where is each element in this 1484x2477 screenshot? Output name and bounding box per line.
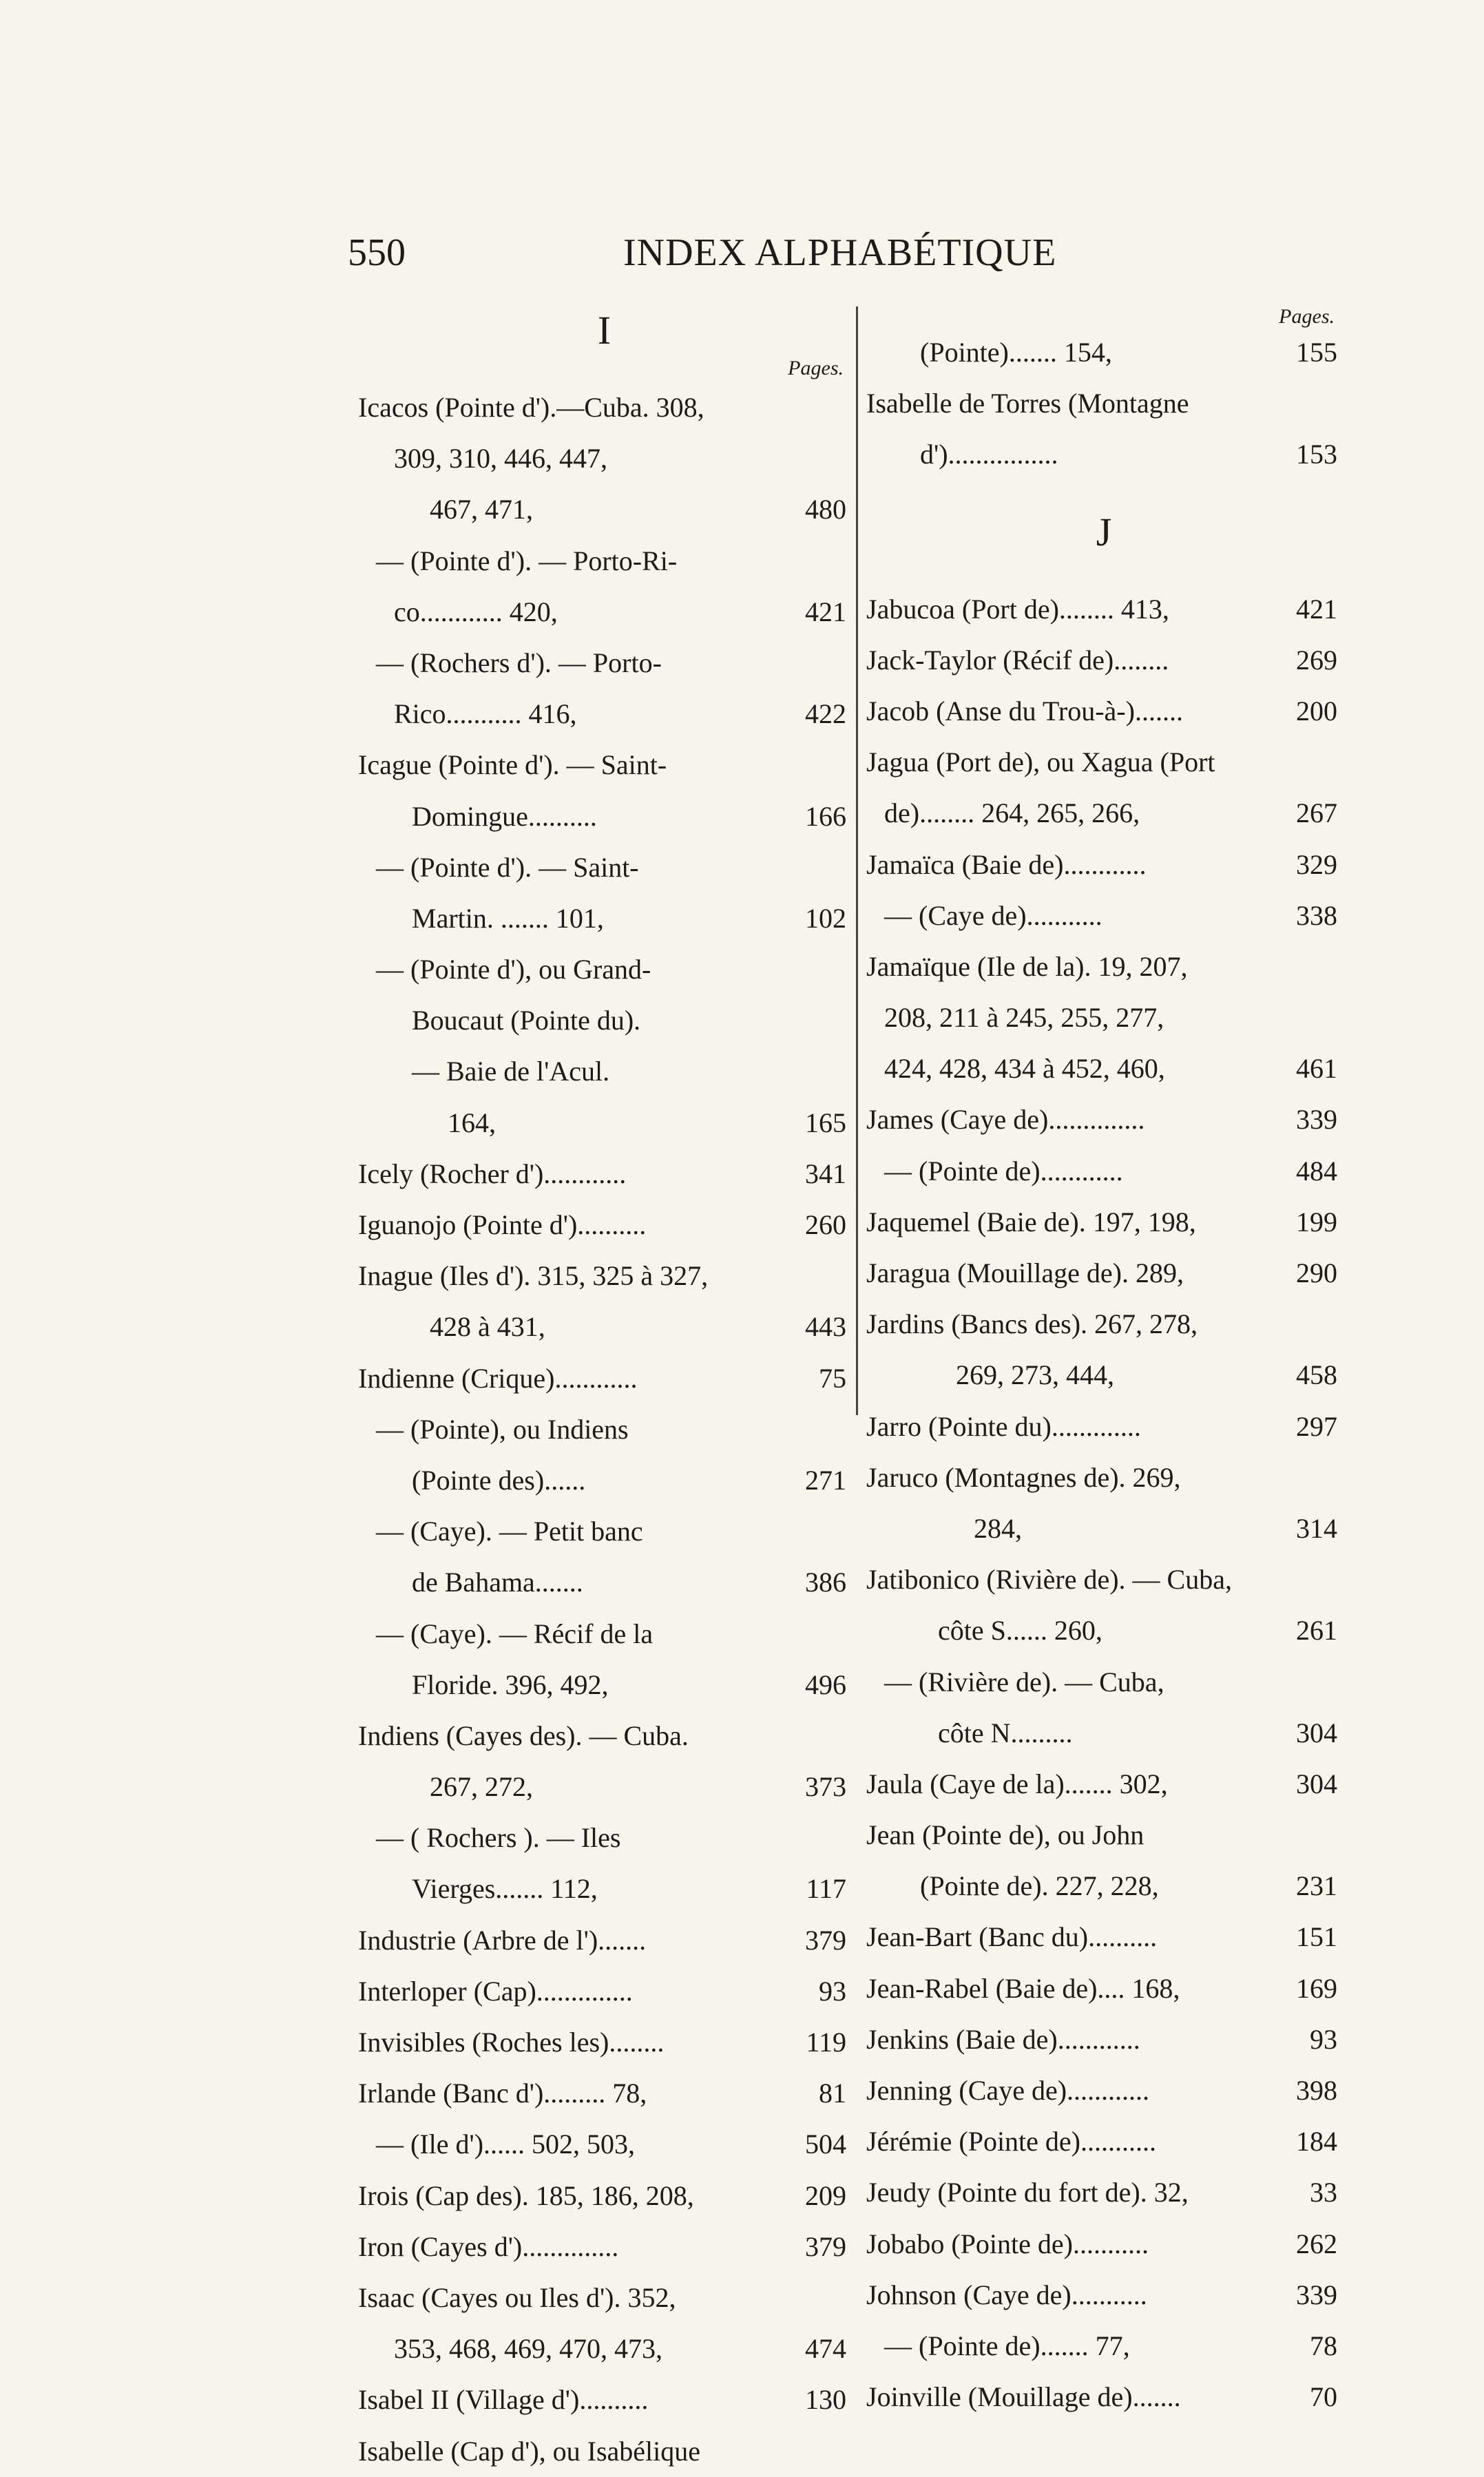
entry-text: Jamaïca (Baie de)............ [866,848,1147,880]
entry-text: — Baie de l'Acul. [412,1056,610,1087]
entry-page-number: 339 [1296,2279,1337,2310]
running-title: INDEX ALPHABÉTIQUE [623,231,1057,274]
entry-text: — (Rivière de). — Cuba, [884,1666,1164,1697]
index-entry-line [866,1963,1341,2014]
pages-label: Pages. [1279,305,1335,328]
page-number: 550 [348,231,406,274]
index-entry-line [358,1149,850,1200]
index-entry-line [358,995,850,1046]
index-entry-line [866,2270,1341,2321]
entry-page-number: 314 [1296,1512,1337,1544]
entry-text: (Pointe de). 227, 228, [920,1870,1159,1902]
entry-text: Inague (Iles d'). 315, 325 à 327, [358,1260,709,1292]
entry-page-number: 169 [1296,1972,1337,2004]
index-entry-line [866,1810,1341,1861]
page-header [348,231,1298,286]
index-entry-line [866,839,1341,890]
index-entry-line [866,1657,1341,1708]
index-entry-line [358,1455,850,1506]
entry-page-number: 341 [805,1158,846,1189]
index-entry-line [358,2272,850,2323]
entry-page-number: 209 [805,2180,846,2211]
entry-page-number: 165 [805,1107,846,1138]
entry-text: — (Ile d')...... 502, 503, [376,2129,636,2160]
index-entry-line [358,1863,850,1914]
entry-page-number: 496 [805,1669,846,1700]
entry-page-number: 458 [1296,1359,1337,1391]
index-entry-line [358,893,850,944]
index-entry-line [358,433,850,484]
entry-text: 208, 211 à 245, 255, 277, [884,1002,1164,1034]
entry-text: Isabelle de Torres (Montagne [866,388,1189,419]
entry-page-number: 304 [1296,1768,1337,1799]
entry-text: de Bahama....... [412,1567,583,1598]
index-entry-line [866,737,1341,788]
index-entry-line [358,1251,850,1302]
entry-page-number: 102 [805,902,846,934]
entry-page-number: 119 [806,2027,846,2058]
entry-page-number: 338 [1296,899,1337,931]
entry-text: Johnson (Caye de)........... [866,2279,1147,2310]
entry-text: Joinville (Mouillage de)....... [866,2381,1181,2413]
pages-label: Pages. [788,357,844,379]
entry-text: Indiens (Cayes des). — Cuba. [358,1720,689,1751]
index-entry-line [358,842,850,893]
entry-text: Martin. ....... 101, [412,902,604,934]
index-entry-line [866,1605,1341,1656]
entry-text: — (Pointe d'), ou Grand- [376,954,651,985]
entry-text: 467, 471, [430,494,533,525]
entry-page-number: 261 [1296,1615,1337,1647]
entry-text: — (Caye). — Récif de la [376,1618,654,1649]
index-entry-line [358,1609,850,1660]
entry-page-number: 373 [805,1771,846,1803]
entry-text: 267, 272, [430,1771,533,1803]
entry-text: d')................ [920,439,1058,470]
index-entry-line [358,1046,850,1097]
entry-page-number: 155 [1296,337,1337,368]
index-entry-line [358,638,850,689]
index-entry-line [866,1554,1341,1605]
entry-text: Isabelle (Cap d'), ou Isabélique [358,2435,701,2467]
entry-text: Industrie (Arbre de l')....... [358,1924,647,1956]
left-column [358,306,850,2477]
index-entry-line [866,2065,1341,2116]
index-entry-line [358,1557,850,1608]
index-entry-line [358,1302,850,1352]
index-entry-line [358,1660,850,1711]
index-entry-line [358,2171,850,2222]
entry-text: Jarro (Pointe du)............. [866,1410,1141,1442]
entry-text: Icague (Pointe d'). — Saint- [358,749,667,781]
entry-page-number: 443 [805,1311,846,1343]
entry-text: Jaula (Caye de la)....... 302, [866,1768,1168,1799]
index-entry-line [866,2014,1341,2065]
entry-text: Jamaïque (Ile de la). 19, 207, [866,950,1188,982]
index-entry-line [866,2167,1341,2218]
entry-text: Jean-Bart (Banc du).......... [866,1921,1158,1953]
entry-text: Icely (Rocher d')............ [358,1158,627,1189]
entry-text: de)........ 264, 265, 266, [884,797,1140,829]
entry-page-number: 166 [805,800,846,832]
entry-text: James (Caye de).............. [866,1104,1145,1136]
entry-page-number: 271 [805,1464,846,1496]
entry-text: Jaquemel (Baie de). 197, 198, [866,1206,1196,1237]
entry-page-number: 75 [819,1362,846,1394]
index-entry-line [866,1299,1341,1350]
index-entry-line [358,2323,850,2374]
entry-page-number: 151 [1296,1921,1337,1953]
entry-page-number: 269 [1296,644,1337,676]
index-entry-line [358,1915,850,1966]
entry-text: — (Pointe), ou Indiens [376,1413,629,1445]
entry-text: Jardins (Bancs des). 267, 278, [866,1308,1198,1340]
entry-text: Jacob (Anse du Trou-à-)....... [866,695,1183,727]
index-entry-line [358,2374,850,2425]
index-entry-line [358,1711,850,1762]
entry-text: Jaragua (Mouillage de). 289, [866,1257,1184,1288]
index-entry-line [358,382,850,433]
index-entry-line [866,788,1341,839]
index-entry-line [358,1353,850,1404]
index-entry-line [358,944,850,995]
index-entry-line [866,686,1341,737]
entry-text: Rico........... 416, [394,698,577,730]
entry-text: côte S...... 260, [938,1615,1102,1647]
index-entry-line [358,2426,850,2477]
entry-text: Isaac (Cayes ou Iles d'). 352, [358,2281,676,2313]
index-entry-line [358,689,850,740]
entry-text: Jatibonico (Rivière de). — Cuba, [866,1564,1232,1596]
entry-page-number: 81 [819,2078,846,2109]
index-entry-line [866,1350,1341,1401]
entry-page-number: 339 [1296,1104,1337,1136]
index-entry-line [866,1197,1341,1248]
index-entry-line [866,2116,1341,2167]
entry-page-number: 93 [819,1975,846,2007]
entry-text: Jenkins (Baie de)............ [866,2023,1140,2055]
index-entry-line [866,1248,1341,1299]
entry-page-number: 153 [1296,439,1337,470]
entry-page-number: 422 [805,698,846,730]
entry-text: — (Pointe de)............ [884,1155,1123,1187]
entry-text: Jack-Taylor (Récif de)........ [866,644,1169,676]
entry-text: Interloper (Cap).............. [358,1975,633,2007]
entry-page-number: 461 [1296,1053,1337,1085]
entry-page-number: 329 [1296,848,1337,880]
entry-page-number: 304 [1296,1717,1337,1748]
entry-text: Jabucoa (Port de)........ 413, [866,593,1169,625]
index-entry-line [866,1452,1341,1503]
index-entry-line [866,1861,1341,1912]
entry-text: Floride. 396, 492, [412,1669,609,1700]
section-letter-j: J [1096,509,1112,554]
entry-text: (Pointe)....... 154, [920,337,1112,368]
index-entry-line [358,1200,850,1251]
index-entry-line [866,2372,1341,2423]
index-entry-line [866,1759,1341,1810]
entry-text: 428 à 431, [430,1311,545,1343]
entry-text: Indienne (Crique)............ [358,1362,638,1394]
entry-page-number: 93 [1310,2023,1337,2055]
index-entry-line [358,740,850,791]
entry-text: Jean-Rabel (Baie de).... 168, [866,1972,1180,2004]
entry-page-number: 267 [1296,797,1337,829]
index-entry-line [358,536,850,587]
entry-text: Icacos (Pointe d').—Cuba. 308, [358,392,704,423]
entry-text: Jean (Pointe de), ou John [866,1819,1145,1851]
entry-text: Irlande (Banc d')......... 78, [358,2078,647,2109]
entry-text: — (Caye). — Petit banc [376,1516,643,1547]
entry-text: Domingue.......... [412,800,597,832]
entry-page-number: 474 [805,2333,846,2365]
index-entry-line [866,1043,1341,1094]
entry-text: — ( Rochers ). — Iles [376,1822,621,1854]
entry-text: 284, [974,1512,1022,1544]
entry-page-number: 78 [1310,2330,1337,2361]
entry-text: co............ 420, [394,596,558,627]
entry-text: Jenning (Caye de)............ [866,2075,1150,2106]
entry-page-number: 379 [805,2230,846,2262]
entry-text: Invisibles (Roches les)........ [358,2027,665,2058]
index-entry-line [866,1146,1341,1197]
column-divider [856,306,858,1415]
index-entry-line [358,1812,850,1863]
entry-page-number: 398 [1296,2075,1337,2106]
entry-text: Irois (Cap des). 185, 186, 208, [358,2180,694,2211]
index-entry-line [866,2219,1341,2270]
entry-page-number: 504 [805,2129,846,2160]
entry-text: 424, 428, 434 à 452, 460, [884,1053,1165,1085]
entry-text: — (Pointe d'). — Porto-Ri- [376,545,678,576]
index-entry-line [358,1098,850,1149]
index-entry-line [866,1708,1341,1759]
entry-text: Iguanojo (Pointe d').......... [358,1209,647,1240]
entry-text: Jaruco (Montagnes de). 269, [866,1461,1181,1493]
entry-page-number: 117 [806,1873,846,1905]
entry-page-number: 231 [1296,1870,1337,1902]
index-entry-line [358,2119,850,2170]
entry-page-number: 421 [805,596,846,627]
entry-text: 353, 468, 469, 470, 473, [394,2333,662,2365]
entry-text: (Pointe des)...... [412,1464,586,1496]
index-entry-line [358,1404,850,1455]
entry-page-number: 199 [1296,1206,1337,1237]
entry-text: Jobabo (Pointe de)........... [866,2228,1149,2259]
entry-text: côte N......... [938,1717,1073,1748]
entry-text: Jérémie (Pointe de)........... [866,2126,1156,2157]
index-entry-line [358,484,850,535]
entry-text: — (Pointe de)....... 77, [884,2330,1130,2361]
j-entries [866,584,1341,2423]
index-entry-line [358,1506,850,1557]
entry-text: 309, 310, 446, 447, [394,443,607,474]
index-entry-line [866,378,1341,429]
entry-page-number: 33 [1310,2177,1337,2208]
entry-page-number: 70 [1310,2381,1337,2413]
entry-page-number: 184 [1296,2126,1337,2157]
entry-text: 164, [448,1107,496,1138]
entry-page-number: 484 [1296,1155,1337,1187]
entry-text: Jeudy (Pointe du fort de). 32, [866,2177,1189,2208]
index-entry-line [866,429,1341,480]
entry-page-number: 262 [1296,2228,1337,2259]
entry-text: Vierges....... 112, [412,1873,598,1905]
index-entry-line [866,2321,1341,2372]
index-entry-line [358,1966,850,2017]
right-column [866,306,1341,2423]
index-entry-line [358,2017,850,2068]
entry-text: — (Caye de)........... [884,899,1102,931]
entry-text: — (Pointe d'). — Saint- [376,851,639,883]
entry-text: Isabel II (Village d').......... [358,2384,649,2416]
index-entry-line [866,327,1341,378]
entry-page-number: 379 [805,1924,846,1956]
entry-text: Jagua (Port de), ou Xagua (Port [866,746,1215,778]
entry-page-number: 290 [1296,1257,1337,1288]
entry-text: — (Rochers d'). — Porto- [376,647,662,678]
index-entry-line [866,890,1341,941]
index-entry-line [358,2222,850,2272]
entry-page-number: 386 [805,1567,846,1598]
entry-page-number: 200 [1296,695,1337,727]
continued-entries [866,327,1341,481]
index-entry-line [866,584,1341,635]
entry-text: Boucaut (Pointe du). [412,1005,641,1036]
index-entry-line [866,1401,1341,1452]
index-entry-line [866,1912,1341,1963]
index-entry-line [358,587,850,638]
index-entry-line [866,635,1341,686]
index-entry-line [358,2068,850,2119]
index-entry-line [866,1503,1341,1554]
index-entry-line [358,1762,850,1812]
entry-page-number: 130 [805,2384,846,2416]
entry-text: Iron (Cayes d').............. [358,2230,619,2262]
entry-text: 269, 273, 444, [956,1359,1114,1391]
index-entry-line [866,992,1341,1043]
entry-page-number: 480 [805,494,846,525]
section-letter-i: I [597,308,612,353]
entry-page-number: 421 [1296,593,1337,625]
entry-page-number: 260 [805,1209,846,1240]
entry-page-number: 297 [1296,1410,1337,1442]
index-entry-line [358,791,850,842]
index-entry-line [866,941,1341,992]
index-entry-line [866,1094,1341,1145]
